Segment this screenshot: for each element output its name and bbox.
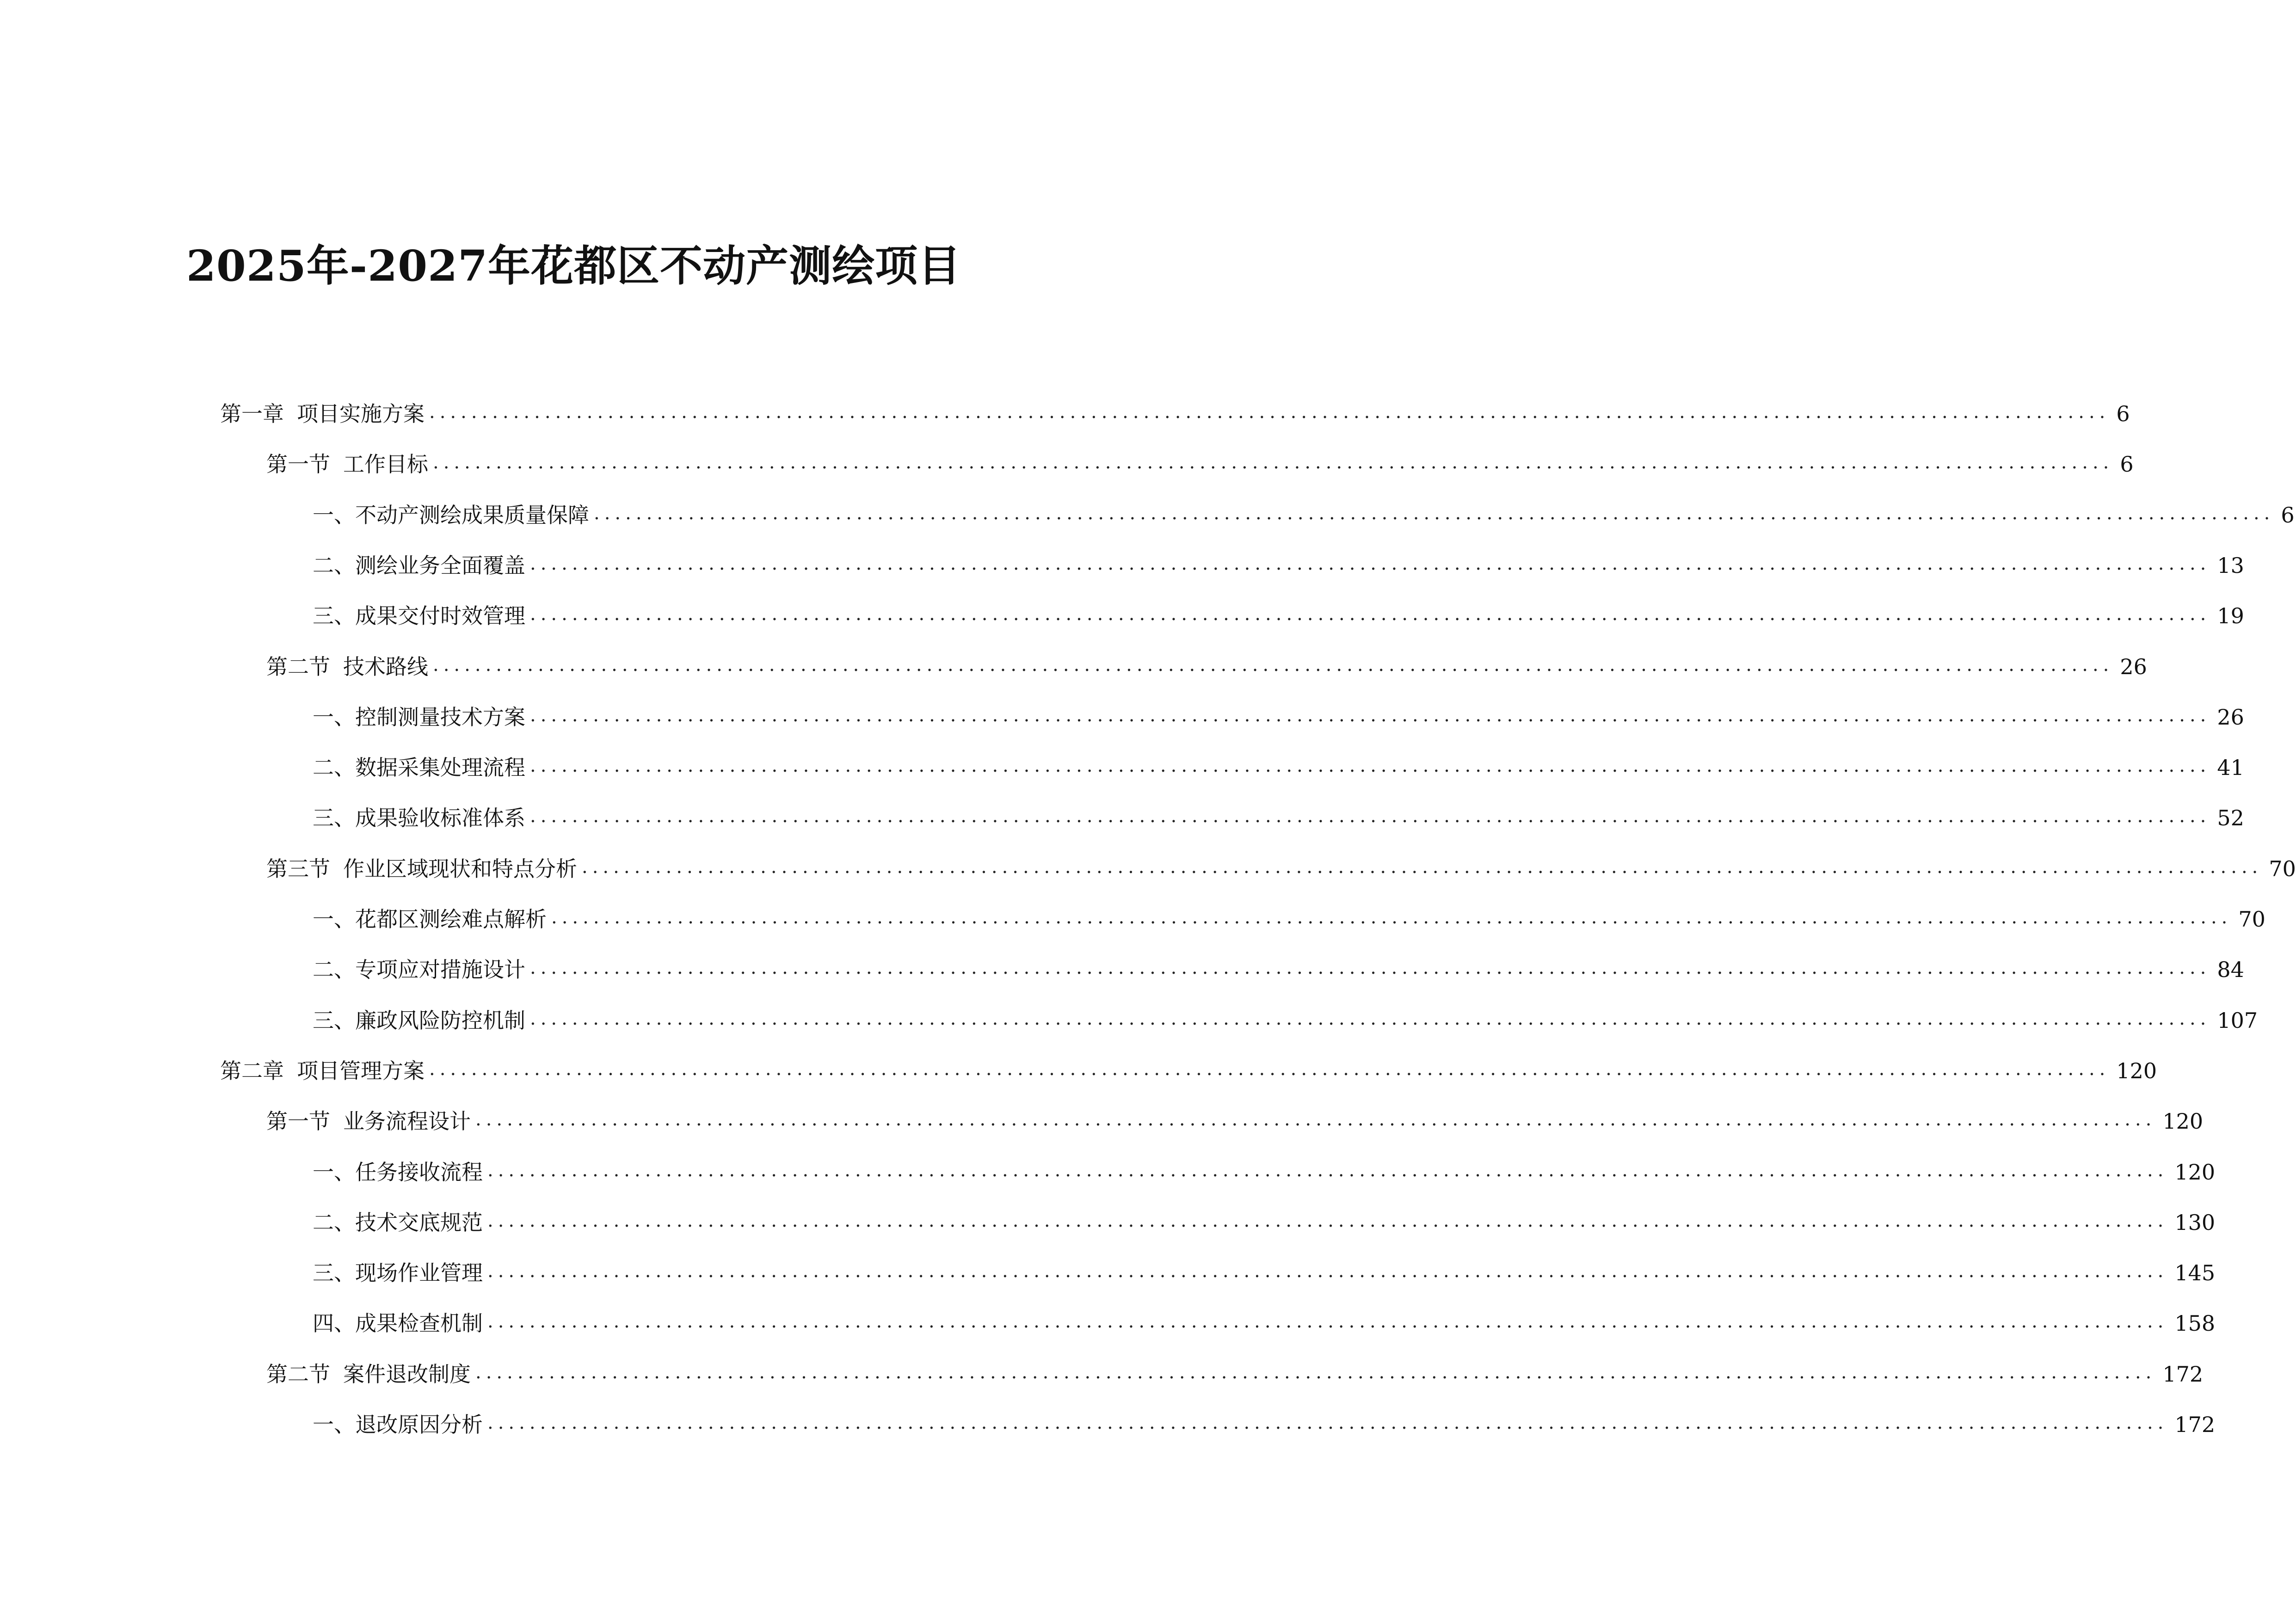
toc-dot-leader: ................................................................................................................................................................ [429,401,2110,423]
toc-entry-title: 作业区域现状和特点分析 [343,856,577,881]
toc-entry-number: 一、 [313,704,355,730]
toc-dot-leader: ................................................................................................................................................................ [582,856,2263,878]
toc-entry[interactable] [313,1399,2216,1441]
toc-entry-title: 项目实施方案 [297,401,425,426]
toc-entry[interactable] [313,1147,2216,1188]
toc-dot-leader: ................................................................................................................................................................ [487,1260,2168,1282]
toc-dot-leader: ................................................................................................................................................................ [487,1412,2168,1433]
toc-page-number: 172 [2174,1412,2216,1437]
toc-entry[interactable] [220,1045,2157,1087]
toc-entry-title: 现场作业管理 [355,1260,483,1286]
toc-dot-leader: ................................................................................................................................................................ [487,1210,2168,1231]
toc-entry[interactable] [313,692,2244,733]
toc-entry-title: 案件退改制度 [343,1361,471,1387]
toc-entry[interactable] [313,490,2295,531]
toc-entry-number: 四、 [313,1311,355,1336]
toc-entry[interactable] [313,793,2244,834]
toc-dot-leader: ................................................................................................................................................................ [433,452,2114,473]
toc-entry[interactable] [313,540,2244,582]
toc-entry[interactable] [313,1197,2216,1239]
toc-page-number: 120 [2116,1058,2157,1083]
toc-entry-number: 二、 [313,1210,355,1235]
toc-entry[interactable] [313,894,2265,935]
toc-entry-number: 第二节 [266,1361,330,1387]
toc-dot-leader: ................................................................................................................................................................ [530,704,2211,726]
toc-page-number: 70 [2238,907,2265,932]
toc-entry[interactable] [313,1298,2216,1339]
toc-entry-title: 工作目标 [343,452,428,477]
toc-entry-title: 廉政风险防控机制 [355,1008,525,1033]
toc-page-number: 13 [2217,553,2244,578]
toc-page-number: 26 [2217,704,2244,730]
toc-entry-number: 三、 [313,1008,355,1033]
toc-entry-number: 第二节 [266,654,330,679]
toc-entry[interactable] [313,590,2244,632]
toc-entry[interactable] [266,641,2147,683]
toc-page-number: 70 [2269,856,2296,881]
toc-entry-title: 不动产测绘成果质量保障 [355,502,589,528]
toc-dot-leader: ................................................................................................................................................................ [530,755,2211,777]
toc-entry-number: 一、 [313,1159,355,1185]
toc-page-number: 6 [2120,452,2134,477]
toc-entry-number: 第一节 [266,452,330,477]
toc-page-number: 130 [2174,1210,2216,1235]
toc-entry-title: 技术路线 [343,654,428,679]
toc-entry[interactable] [313,995,2258,1037]
toc-entry[interactable] [266,843,2296,885]
toc-entry-number: 二、 [313,553,355,578]
toc-entry-title: 成果验收标准体系 [355,805,525,831]
toc-entry[interactable] [313,944,2244,986]
toc-page-number: 120 [2174,1159,2216,1185]
toc-entry-number: 第二章 [220,1058,284,1083]
toc-entry-title: 技术交底规范 [355,1210,483,1235]
toc-dot-leader: ................................................................................................................................................................ [530,1008,2211,1029]
table-of-contents [0,388,2296,1498]
toc-entry[interactable] [220,388,2130,430]
toc-page-number: 41 [2217,755,2244,780]
toc-entry-number: 第三节 [266,856,330,881]
toc-page-number: 145 [2174,1260,2216,1286]
toc-entry[interactable] [266,1096,2204,1137]
toc-page-number: 120 [2162,1109,2204,1134]
toc-dot-leader: ................................................................................................................................................................ [594,502,2275,524]
toc-dot-leader: ................................................................................................................................................................ [530,957,2211,979]
toc-entry-number: 三、 [313,603,355,629]
toc-dot-leader: ................................................................................................................................................................ [530,603,2211,625]
toc-entry-number: 一、 [313,1412,355,1437]
toc-dot-leader: ................................................................................................................................................................ [433,654,2114,676]
toc-entry-number: 第一章 [220,401,284,426]
toc-entry-number: 一、 [313,907,355,932]
toc-entry-title: 任务接收流程 [355,1159,483,1185]
toc-page-number: 6 [2116,401,2130,426]
toc-entry-number: 二、 [313,755,355,780]
toc-entry[interactable] [266,1349,2204,1390]
toc-page-number: 19 [2217,603,2244,629]
toc-page-number: 6 [2281,502,2295,528]
toc-dot-leader: ................................................................................................................................................................ [487,1311,2168,1333]
toc-page-number: 52 [2217,805,2244,831]
toc-entry-title: 花都区测绘难点解析 [355,907,547,932]
toc-dot-leader: ................................................................................................................................................................ [429,1058,2110,1080]
toc-entry-title: 数据采集处理流程 [355,755,525,780]
toc-page-number: 158 [2174,1311,2216,1336]
toc-entry[interactable] [266,439,2134,480]
toc-entry-number: 第一节 [266,1109,330,1134]
toc-entry-title: 测绘业务全面覆盖 [355,553,525,578]
toc-entry-number: 三、 [313,805,355,831]
toc-dot-leader: ................................................................................................................................................................ [475,1109,2156,1130]
toc-page-number: 84 [2217,957,2244,983]
toc-entry-number: 二、 [313,957,355,983]
toc-entry-number: 一、 [313,502,355,528]
toc-dot-leader: ................................................................................................................................................................ [475,1361,2156,1383]
toc-entry[interactable] [313,1247,2216,1289]
toc-dot-leader: ................................................................................................................................................................ [551,907,2232,928]
toc-entry-title: 专项应对措施设计 [355,957,525,983]
document-title: 2025年-2027年花都区不动产测绘项目 [186,241,961,291]
toc-dot-leader: ................................................................................................................................................................ [487,1159,2168,1181]
toc-entry-title: 成果交付时效管理 [355,603,525,629]
toc-entry-number: 三、 [313,1260,355,1286]
toc-entry-title: 控制测量技术方案 [355,704,525,730]
toc-page-number: 26 [2120,654,2147,679]
toc-entry-title: 业务流程设计 [343,1109,471,1134]
toc-page-number: 107 [2217,1008,2258,1033]
toc-entry-title: 成果检查机制 [355,1311,483,1336]
toc-dot-leader: ................................................................................................................................................................ [530,805,2211,827]
toc-dot-leader: ................................................................................................................................................................ [530,553,2211,574]
toc-entry-title: 退改原因分析 [355,1412,483,1437]
toc-page-number: 172 [2162,1361,2204,1387]
toc-entry[interactable] [313,742,2244,784]
toc-entry-title: 项目管理方案 [297,1058,425,1083]
